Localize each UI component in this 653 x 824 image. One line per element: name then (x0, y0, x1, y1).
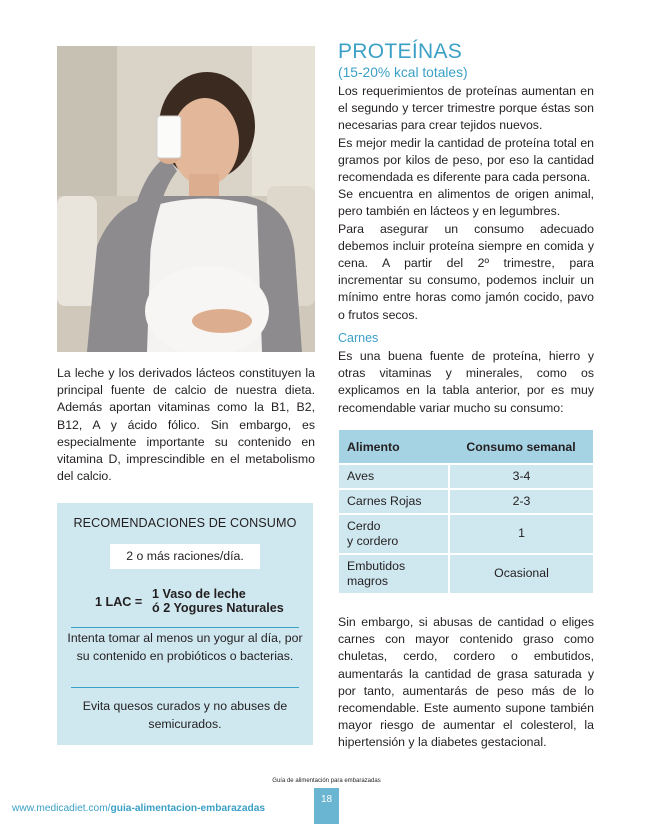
lac-line-1: 1 Vaso de leche (152, 587, 246, 601)
recommendations-title: RECOMENDACIONES DE CONSUMO (73, 516, 297, 530)
table-cell-consumo: 3-4 (449, 464, 593, 489)
table-header-row (339, 430, 593, 464)
proteinas-paragraph: Los requerimientos de proteínas aumentan en el segundo y tercer trimestre porque éstas son necesarias para crear tejidos nuevos. (338, 84, 594, 133)
pregnant-woman-drinking-milk-photo (57, 46, 315, 352)
lac-line-2: ó 2 Yogures Naturales (152, 601, 284, 615)
carnes-closing-text: Sin embargo, si abusas de cantidad o eliges carnes con mayor contenido graso como chuletas, cerdo, cordero o embutidos, aumentarás la cantidad de grasa saturada y por tanto, aumentarás de peso más de lo recomendable. Este aumento supone también mayor riesgo de aumentar el colesterol, la hipertensión y la diabetes gestacional. (338, 615, 594, 750)
footer-url-path[interactable]: guia-alimentacion-embarazadas (110, 803, 266, 814)
consumo-table (339, 430, 593, 593)
lac-definition (152, 587, 284, 615)
section-title: PROTEÍNAS (338, 40, 463, 63)
table-cell-alimento: Embutidos magros (339, 554, 449, 593)
table-header-consumo: Consumo semanal (449, 430, 593, 464)
divider (71, 627, 299, 628)
carnes-title: Carnes (338, 331, 379, 345)
section-subtitle: (15-20% kcal totales) (338, 65, 468, 80)
table-cell-alimento: Cerdo y cordero (339, 514, 449, 554)
proteinas-body (338, 83, 594, 324)
carnes-closing (338, 614, 594, 752)
table-cell-alimento: Aves (339, 464, 449, 489)
raciones-badge: 2 o más raciones/día. (110, 544, 260, 569)
dairy-text: La leche y los derivados lácteos constituyen la principal fuente de calcio de nuestra dieta. Además aportan vitaminas como la B1, B2, B12, A y ácido fólico. Sin embargo, es especialmente importante su contenido en vitamina D, imprescindible en el metabolismo del calcio. (57, 366, 315, 484)
table-cell-consumo: Ocasional (449, 554, 593, 593)
page-number-box (314, 788, 339, 824)
dairy-paragraph (57, 365, 315, 485)
page-number: 18 (320, 794, 333, 805)
tip-quesos-text: Evita quesos curados y no abuses de semicurados. (82, 699, 288, 731)
tip-yogur (65, 630, 305, 665)
footer-guide-title: Guía de alimentación para embarazadas (272, 778, 381, 784)
proteinas-paragraph: Para asegurar un consumo adecuado debemos incluir proteína siempre en comida y cena. A partir del 2º trimestre, para incrementar su consumo, podemos incluir un mínimo entre horas como jamón cocido, pavo o frutos secos. (338, 221, 594, 322)
lac-label: 1 LAC = (95, 595, 143, 609)
recommendations-box (57, 503, 313, 745)
carnes-intro-text: Es una buena fuente de proteína, hierro y otras vitaminas y minerales, como os explicamos en la tabla anterior, por es muy recomendable variar mucho su consumo: (338, 349, 594, 415)
table-row (339, 514, 593, 554)
tip-quesos (65, 698, 305, 733)
tip-yogur-text: Intenta tomar al menos un yogur al día, por su contenido en probióticos o bacterias. (67, 631, 303, 663)
table-header-alimento: Alimento (339, 430, 449, 464)
table-cell-consumo: 1 (449, 514, 593, 554)
footer-url[interactable] (12, 803, 265, 814)
table-row (339, 554, 593, 593)
divider (71, 687, 299, 688)
table-row (339, 489, 593, 514)
proteinas-paragraph: Es mejor medir la cantidad de proteína total en gramos por kilos de peso, por eso la cantidad recomendada es diferente para cada persona. (338, 135, 594, 185)
table-cell-alimento: Carnes Rojas (339, 489, 449, 514)
table-cell-consumo: 2-3 (449, 489, 593, 514)
carnes-intro (338, 348, 594, 417)
table-row (339, 464, 593, 489)
proteinas-paragraph: Se encuentra en alimentos de origen animal, pero también en lácteos y en legumbres. (338, 187, 594, 219)
lac-equivalence (95, 587, 305, 619)
footer-url-domain[interactable]: www.medicadiet.com/ (12, 803, 111, 814)
